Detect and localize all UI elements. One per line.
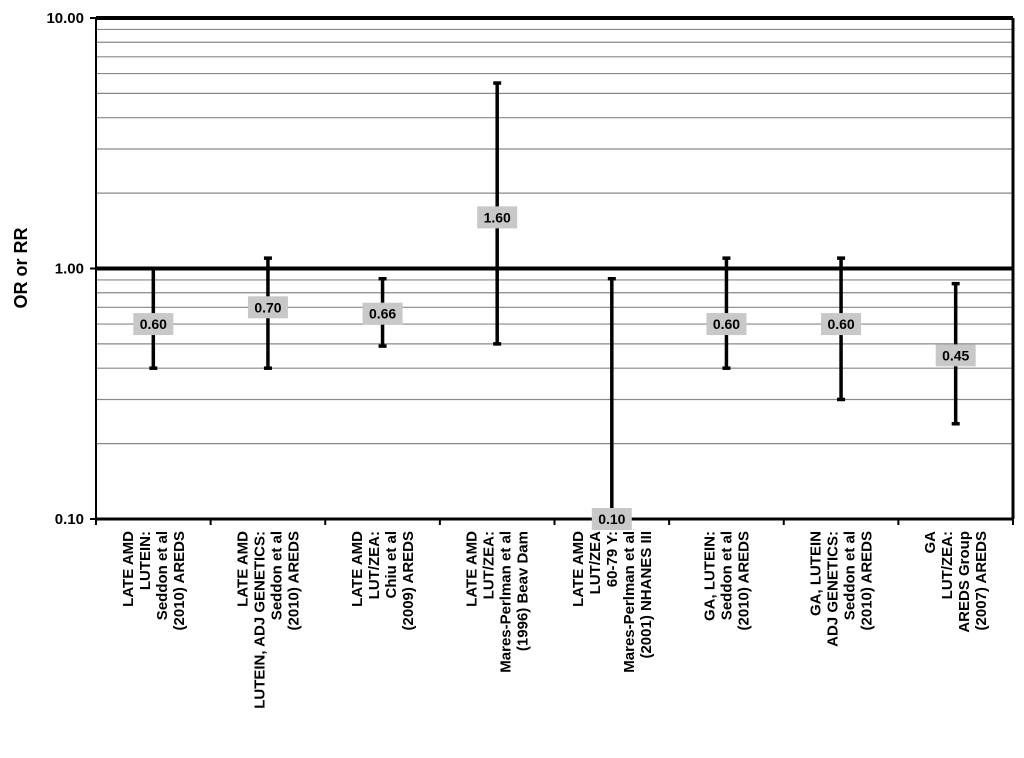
grid-lines <box>96 29 1013 443</box>
y-axis-title: OR or RR <box>11 227 31 309</box>
category-label <box>464 531 532 673</box>
category-label-line: LUTEIN: <box>136 531 154 591</box>
category-label-line: LUT/ZEA <box>586 531 604 595</box>
y-tick-label: 10.00 <box>46 10 84 27</box>
category-label <box>234 531 302 709</box>
category-label-line: (2010) AREDS <box>285 531 303 631</box>
category-label-line: Seddon et al <box>153 531 171 621</box>
value-label: 0.45 <box>942 347 970 364</box>
category-label-line: Seddon et al <box>841 531 859 621</box>
category-label-line: (2007) AREDS <box>973 531 991 631</box>
category-label-line: Mares-Perlman et al <box>620 531 638 673</box>
category-label-line: LATE AMD <box>569 531 587 607</box>
category-label-line: 60-79 Y: <box>603 531 621 588</box>
category-label <box>808 531 876 647</box>
category-label-line: ADJ GENETICS: <box>824 531 842 647</box>
value-label: 1.60 <box>483 209 511 226</box>
category-label <box>120 531 188 631</box>
category-label-line: LUT/ZEA: <box>366 531 384 600</box>
category-label-line: (2010) AREDS <box>858 531 876 631</box>
category-label-line: (2010) AREDS <box>735 531 753 631</box>
category-label-line: (1996) Beav Dam <box>514 531 532 652</box>
category-label-line: LATE AMD <box>234 531 252 607</box>
category-label <box>570 531 655 673</box>
axes <box>46 10 1013 528</box>
value-label: 0.10 <box>598 511 626 527</box>
category-label-line: LATE AMD <box>119 531 137 607</box>
category-labels <box>120 531 990 709</box>
value-label: 0.60 <box>712 316 741 333</box>
category-label-line: LUT/ZEA: <box>480 531 498 600</box>
category-label-line: GA <box>922 531 940 554</box>
category-label-line: (2009) AREDS <box>400 531 418 631</box>
value-label: 0.66 <box>368 305 397 322</box>
category-label-line: Mares-Perlman et al <box>497 531 515 673</box>
category-label-line: Seddon et al <box>268 531 286 621</box>
category-label-line: GA, LUTEIN <box>807 531 825 616</box>
category-label-line: Chiu et al <box>383 531 401 599</box>
category-label-line: (2010) AREDS <box>170 531 188 631</box>
category-label <box>922 531 990 633</box>
category-label <box>701 531 752 630</box>
category-label-line: (2001) NHANES III <box>637 531 655 659</box>
category-label-line: LUTEIN, ADJ GENETICS: <box>251 531 269 709</box>
category-label <box>349 531 417 631</box>
y-tick-label: 0.10 <box>54 511 84 528</box>
category-label-line: AREDS Group <box>956 531 974 633</box>
value-label: 0.60 <box>827 316 855 333</box>
category-label-line: GA, LUTEIN: <box>701 531 719 621</box>
value-label: 0.60 <box>139 316 167 333</box>
category-label-line: LUT/ZEA: <box>939 531 957 600</box>
y-tick-label: 1.00 <box>54 260 84 278</box>
value-label: 0.70 <box>254 299 282 316</box>
category-label-line: LATE AMD <box>349 531 367 607</box>
category-label-line: Seddon et al <box>718 531 736 621</box>
category-label-line: LATE AMD <box>463 531 481 607</box>
